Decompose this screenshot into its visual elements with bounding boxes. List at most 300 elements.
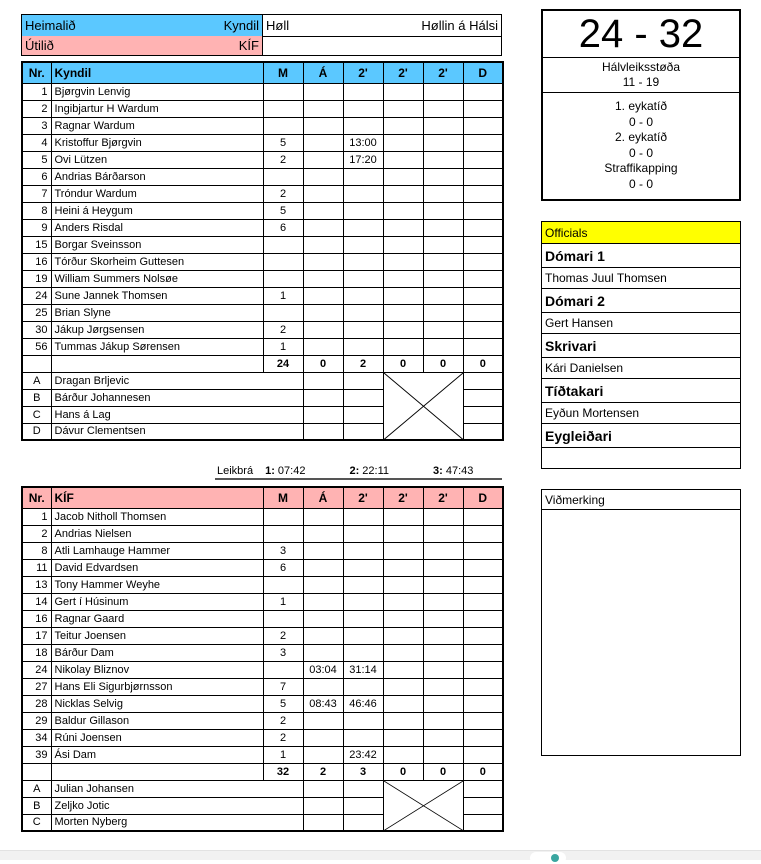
crossed-out-cell: [383, 780, 463, 831]
home-label-cell: [22, 15, 263, 36]
player-goals: 3: [263, 644, 303, 661]
player-number: 2: [22, 525, 51, 542]
player-name: Andrias Bárðarson: [51, 168, 263, 185]
official-warning: [303, 389, 343, 406]
player-disq: [463, 134, 503, 151]
away-team: KÍF: [238, 38, 259, 53]
player-2min-2: [383, 729, 423, 746]
player-number: 9: [22, 219, 51, 236]
player-2min-3: [423, 219, 463, 236]
player-2min-3: [423, 287, 463, 304]
player-2min-2: [383, 695, 423, 712]
player-2min-2: [383, 542, 423, 559]
player-name: Borgar Sveinsson: [51, 236, 263, 253]
totals-empty: [51, 355, 263, 372]
player-row: [22, 593, 503, 610]
player-name: Gert í Húsinum: [51, 593, 263, 610]
player-2min-2: [383, 151, 423, 168]
total-t2: 0: [383, 763, 423, 780]
player-goals: [263, 236, 303, 253]
player-goals: [263, 100, 303, 117]
player-row: [22, 100, 503, 117]
player-2min-1: [343, 508, 383, 525]
player-goals: [263, 168, 303, 185]
team-official-row: [22, 780, 503, 797]
player-2min-2: [383, 134, 423, 151]
player-disq: [463, 729, 503, 746]
player-warning: 08:43: [303, 695, 343, 712]
timeouts-label: Leikbrá: [217, 464, 254, 477]
player-goals: [263, 117, 303, 134]
player-row: [22, 610, 503, 627]
player-row: [22, 236, 503, 253]
player-2min-2: [383, 117, 423, 134]
player-number: 39: [22, 746, 51, 763]
official-name: Zeljko Jotic: [51, 797, 303, 814]
venue: Høllin á Hálsi: [421, 18, 498, 33]
player-2min-3: [423, 270, 463, 287]
player-2min-3: [423, 576, 463, 593]
player-2min-3: [423, 202, 463, 219]
player-disq: [463, 593, 503, 610]
player-disq: [463, 712, 503, 729]
player-name: William Summers Nolsøe: [51, 270, 263, 287]
player-2min-2: [383, 321, 423, 338]
total-t3: 0: [423, 355, 463, 372]
col-m: M: [263, 487, 303, 508]
official-2min: [343, 406, 383, 423]
player-goals: [263, 576, 303, 593]
player-name: David Edvardsen: [51, 559, 263, 576]
player-goals: 2: [263, 712, 303, 729]
player-name: Ragnar Wardum: [51, 117, 263, 134]
official-2min: [343, 423, 383, 440]
official-warning: [303, 423, 343, 440]
player-2min-3: [423, 644, 463, 661]
player-row: [22, 151, 503, 168]
official-2min: [343, 814, 383, 831]
player-name: Atli Lamhauge Hammer: [51, 542, 263, 559]
player-2min-3: [423, 134, 463, 151]
player-2min-1: 31:14: [343, 661, 383, 678]
player-2min-2: [383, 627, 423, 644]
totals-empty: [22, 763, 51, 780]
player-2min-3: [423, 185, 463, 202]
player-2min-3: [423, 117, 463, 134]
cross-mark: [384, 373, 463, 440]
official-name: Hans á Lag: [51, 406, 303, 423]
official-disq: [463, 814, 503, 831]
player-goals: 6: [263, 559, 303, 576]
player-row: [22, 678, 503, 695]
col-a: Á: [303, 62, 343, 83]
player-2min-3: [423, 593, 463, 610]
player-row: [22, 202, 503, 219]
player-2min-3: [423, 338, 463, 355]
officials-panel: [541, 221, 741, 469]
official-person: Gert Hansen: [542, 313, 740, 334]
player-warning: [303, 525, 343, 542]
player-number: 17: [22, 627, 51, 644]
total-t2: 0: [383, 355, 423, 372]
player-number: 24: [22, 287, 51, 304]
player-2min-2: [383, 219, 423, 236]
total-t3: 0: [423, 763, 463, 780]
player-2min-2: [383, 202, 423, 219]
player-row: [22, 712, 503, 729]
toolbar-button[interactable]: [530, 852, 566, 864]
player-goals: 5: [263, 695, 303, 712]
col-2min-1: 2': [343, 62, 383, 83]
player-disq: [463, 117, 503, 134]
official-role: Eygleiðari: [542, 424, 740, 448]
status-dot-icon: [551, 854, 559, 862]
penalties-label: Straffikapping: [604, 161, 678, 175]
official-name: Julian Johansen: [51, 780, 303, 797]
player-warning: [303, 202, 343, 219]
player-row: [22, 695, 503, 712]
player-warning: [303, 117, 343, 134]
player-2min-1: 13:00: [343, 134, 383, 151]
player-2min-1: [343, 525, 383, 542]
player-goals: 5: [263, 134, 303, 151]
player-disq: [463, 321, 503, 338]
player-warning: [303, 712, 343, 729]
player-disq: [463, 610, 503, 627]
extra-time-1-score: 0 - 0: [628, 114, 653, 129]
official-role: Dómari 1: [542, 244, 740, 268]
player-row: [22, 627, 503, 644]
player-2min-1: [343, 627, 383, 644]
player-warning: [303, 100, 343, 117]
player-row: [22, 542, 503, 559]
player-2min-3: [423, 746, 463, 763]
player-2min-1: [343, 202, 383, 219]
extra-time-2-score: 0 - 0: [628, 145, 653, 160]
officials-title: Officials: [542, 222, 740, 244]
player-2min-3: [423, 304, 463, 321]
player-warning: [303, 559, 343, 576]
player-name: Ragnar Gaard: [51, 610, 263, 627]
player-warning: [303, 168, 343, 185]
player-row: [22, 253, 503, 270]
player-name: Tróndur Wardum: [51, 185, 263, 202]
player-warning: [303, 83, 343, 100]
player-goals: 2: [263, 151, 303, 168]
player-name: Brian Slyne: [51, 304, 263, 321]
player-disq: [463, 253, 503, 270]
timeout-1: 07:42: [277, 464, 306, 477]
player-row: [22, 304, 503, 321]
player-2min-2: [383, 576, 423, 593]
official-letter: A: [22, 780, 51, 797]
player-2min-3: [423, 610, 463, 627]
player-2min-3: [423, 83, 463, 100]
player-warning: [303, 729, 343, 746]
player-2min-1: [343, 168, 383, 185]
player-goals: 7: [263, 678, 303, 695]
official-name: Dávur Clementsen: [51, 423, 303, 440]
player-warning: [303, 593, 343, 610]
official-disq: [463, 780, 503, 797]
player-2min-3: [423, 151, 463, 168]
player-number: 7: [22, 185, 51, 202]
player-disq: [463, 202, 503, 219]
player-name: Sune Jannek Thomsen: [51, 287, 263, 304]
timeout-3: 47:43: [445, 464, 474, 477]
total-t1: 3: [343, 763, 383, 780]
player-2min-2: [383, 338, 423, 355]
player-name: Hans Eli Sigurbjørnsson: [51, 678, 263, 695]
player-2min-1: [343, 593, 383, 610]
player-number: 1: [22, 83, 51, 100]
player-number: 11: [22, 559, 51, 576]
player-warning: [303, 151, 343, 168]
cross-mark: [384, 781, 463, 831]
player-2min-1: [343, 644, 383, 661]
player-number: 28: [22, 695, 51, 712]
remarks-title: Viðmerking: [542, 490, 740, 510]
player-warning: [303, 134, 343, 151]
player-disq: [463, 287, 503, 304]
official-letter: B: [22, 797, 51, 814]
official-role: Tíðtakari: [542, 379, 740, 403]
player-goals: 2: [263, 627, 303, 644]
player-name: Rúni Joensen: [51, 729, 263, 746]
player-2min-2: [383, 168, 423, 185]
player-2min-3: [423, 661, 463, 678]
player-number: 18: [22, 644, 51, 661]
player-disq: [463, 100, 503, 117]
player-2min-3: [423, 542, 463, 559]
player-goals: [263, 304, 303, 321]
player-2min-2: [383, 525, 423, 542]
player-2min-2: [383, 644, 423, 661]
player-number: 27: [22, 678, 51, 695]
player-2min-1: 23:42: [343, 746, 383, 763]
player-goals: 2: [263, 321, 303, 338]
player-2min-2: [383, 508, 423, 525]
venue-cell: [263, 15, 501, 36]
player-2min-1: [343, 559, 383, 576]
player-row: [22, 338, 503, 355]
player-warning: [303, 287, 343, 304]
player-warning: [303, 321, 343, 338]
official-warning: [303, 406, 343, 423]
player-2min-1: [343, 321, 383, 338]
official-2min: [343, 389, 383, 406]
col-d: D: [463, 62, 503, 83]
total-a: 0: [303, 355, 343, 372]
col-2min-1: 2': [343, 487, 383, 508]
score-box: [541, 9, 741, 201]
official-letter: B: [22, 389, 51, 406]
crossed-out-cell: [383, 372, 463, 440]
player-name: Tórður Skorheim Guttesen: [51, 253, 263, 270]
player-name: Teitur Joensen: [51, 627, 263, 644]
player-number: 2: [22, 100, 51, 117]
player-row: [22, 576, 503, 593]
timeout-1-label: 1:: [265, 464, 275, 477]
player-disq: [463, 695, 503, 712]
player-disq: [463, 83, 503, 100]
player-2min-3: [423, 253, 463, 270]
totals-empty: [22, 355, 51, 372]
away-label-cell: [22, 36, 263, 55]
player-disq: [463, 219, 503, 236]
player-2min-3: [423, 525, 463, 542]
col-a: Á: [303, 487, 343, 508]
player-2min-1: [343, 83, 383, 100]
player-row: [22, 117, 503, 134]
player-2min-1: [343, 117, 383, 134]
player-goals: [263, 253, 303, 270]
official-person: Thomas Juul Thomsen: [542, 268, 740, 289]
player-goals: 5: [263, 202, 303, 219]
total-a: 2: [303, 763, 343, 780]
player-2min-1: [343, 304, 383, 321]
player-2min-3: [423, 100, 463, 117]
player-2min-2: [383, 746, 423, 763]
player-2min-3: [423, 559, 463, 576]
player-2min-2: [383, 236, 423, 253]
player-number: 29: [22, 712, 51, 729]
player-disq: [463, 304, 503, 321]
player-number: 1: [22, 508, 51, 525]
player-warning: [303, 219, 343, 236]
player-2min-1: [343, 338, 383, 355]
player-2min-3: [423, 627, 463, 644]
player-2min-1: [343, 270, 383, 287]
player-row: [22, 559, 503, 576]
official-person: Kári Danielsen: [542, 358, 740, 379]
player-name: Baldur Gillason: [51, 712, 263, 729]
player-name: Jákup Jørgsensen: [51, 321, 263, 338]
player-number: 4: [22, 134, 51, 151]
player-number: 6: [22, 168, 51, 185]
player-2min-2: [383, 270, 423, 287]
player-2min-3: [423, 168, 463, 185]
player-row: [22, 219, 503, 236]
col-2min-3: 2': [423, 62, 463, 83]
player-name: Bárður Dam: [51, 644, 263, 661]
player-disq: [463, 678, 503, 695]
player-row: [22, 525, 503, 542]
player-goals: 1: [263, 593, 303, 610]
player-goals: [263, 610, 303, 627]
player-2min-1: [343, 712, 383, 729]
player-disq: [463, 559, 503, 576]
player-2min-2: [383, 83, 423, 100]
player-2min-2: [383, 100, 423, 117]
player-2min-1: 17:20: [343, 151, 383, 168]
player-disq: [463, 576, 503, 593]
player-name: Bjørgvin Lenvig: [51, 83, 263, 100]
player-number: 24: [22, 661, 51, 678]
player-2min-1: [343, 219, 383, 236]
official-letter: C: [22, 406, 51, 423]
away-label: Útilið: [25, 38, 54, 53]
col-team: Kyndil: [51, 62, 263, 83]
timeout-2-label: 2:: [349, 464, 360, 477]
halftime-score: 11 - 19: [622, 75, 660, 89]
player-warning: [303, 304, 343, 321]
player-disq: [463, 661, 503, 678]
total-m: 32: [263, 763, 303, 780]
official-2min: [343, 797, 383, 814]
col-2min-3: 2': [423, 487, 463, 508]
official-warning: [303, 780, 343, 797]
away-player-table: [21, 486, 504, 832]
player-number: 3: [22, 117, 51, 134]
home-team: Kyndil: [223, 18, 259, 33]
player-name: Jacob Nitholl Thomsen: [51, 508, 263, 525]
player-row: [22, 321, 503, 338]
player-2min-1: [343, 610, 383, 627]
official-name: Bárður Johannesen: [51, 389, 303, 406]
player-goals: 3: [263, 542, 303, 559]
col-2min-2: 2': [383, 62, 423, 83]
player-2min-3: [423, 508, 463, 525]
player-row: [22, 83, 503, 100]
player-name: Ási Dam: [51, 746, 263, 763]
official-letter: A: [22, 372, 51, 389]
player-warning: [303, 627, 343, 644]
player-goals: [263, 270, 303, 287]
home-row: [22, 15, 501, 37]
player-2min-2: [383, 559, 423, 576]
player-name: Tummas Jákup Sørensen: [51, 338, 263, 355]
player-2min-1: [343, 185, 383, 202]
official-name: Dragan Brljevic: [51, 372, 303, 389]
official-disq: [463, 423, 503, 440]
player-disq: [463, 338, 503, 355]
viewer-toolbar: [0, 850, 761, 860]
player-2min-1: [343, 287, 383, 304]
player-2min-1: [343, 729, 383, 746]
player-2min-1: [343, 100, 383, 117]
player-2min-3: [423, 695, 463, 712]
home-label: Heimalið: [25, 18, 76, 33]
remarks-box: [541, 489, 741, 756]
player-2min-2: [383, 712, 423, 729]
player-name: Andrias Nielsen: [51, 525, 263, 542]
official-role: Skrivari: [542, 334, 740, 358]
player-disq: [463, 185, 503, 202]
total-d: 0: [463, 355, 503, 372]
official-person: [542, 448, 740, 468]
player-goals: [263, 508, 303, 525]
player-2min-1: [343, 576, 383, 593]
away-row: [22, 36, 501, 55]
player-warning: [303, 270, 343, 287]
player-disq: [463, 746, 503, 763]
player-number: 8: [22, 542, 51, 559]
player-row: [22, 746, 503, 763]
player-2min-2: [383, 253, 423, 270]
player-2min-3: [423, 321, 463, 338]
official-warning: [303, 372, 343, 389]
player-2min-2: [383, 185, 423, 202]
col-nr: Nr.: [22, 62, 51, 83]
player-name: Kristoffur Bjørgvin: [51, 134, 263, 151]
player-goals: 2: [263, 729, 303, 746]
player-disq: [463, 270, 503, 287]
player-2min-1: [343, 253, 383, 270]
player-goals: 1: [263, 338, 303, 355]
player-2min-3: [423, 712, 463, 729]
official-disq: [463, 372, 503, 389]
